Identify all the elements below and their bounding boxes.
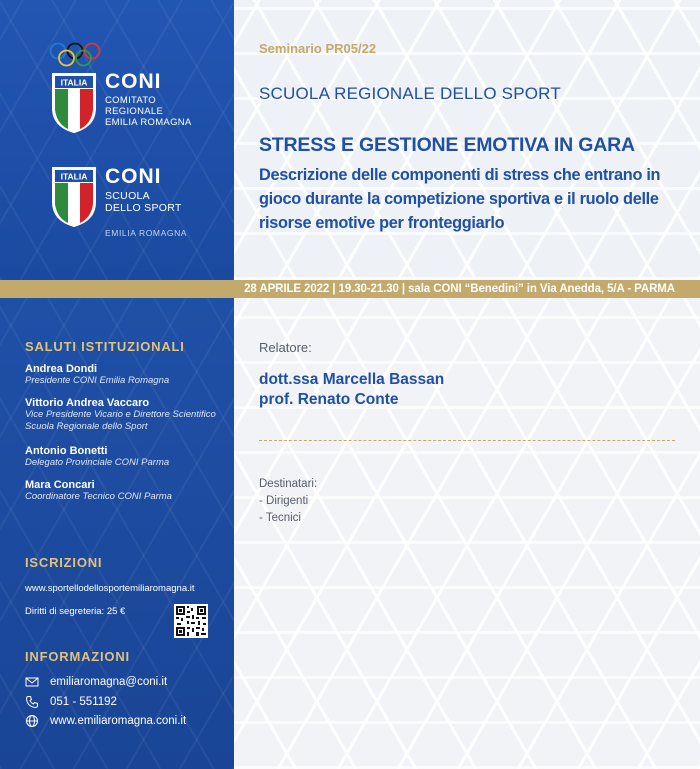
olympic-rings-logo: [49, 42, 101, 68]
web-row[interactable]: [25, 714, 186, 728]
shield-label: ITALIA: [60, 77, 88, 88]
divider: [259, 440, 675, 441]
qr-code[interactable]: [174, 604, 208, 638]
date-location-text: 28 APRILE 2022 | 19.30-21.30 | sala CONI “Benedini” in Via Anedda, 5/A - PARMA: [244, 283, 675, 295]
email-row[interactable]: [25, 675, 167, 689]
phone-row[interactable]: [25, 695, 117, 709]
left-header-panel: [0, 0, 234, 280]
person-role: Presidente CONI Emilia Romagna: [25, 375, 170, 386]
person-entry: [25, 479, 225, 503]
registration-heading: ISCRIZIONI: [25, 555, 103, 570]
right-content-panel: [234, 298, 700, 769]
person-entry: [25, 397, 225, 433]
person-name: Andrea Dondi: [25, 363, 98, 375]
audience-label: Destinatari:: [259, 478, 318, 490]
person-entry: [25, 363, 225, 387]
audience-item: - Tecnici: [259, 512, 301, 524]
phone-icon: [25, 695, 39, 709]
greetings-heading: SALUTI ISTITUZIONALI: [25, 339, 185, 354]
date-band: [0, 280, 700, 298]
globe-icon: [25, 714, 39, 728]
event-title: STRESS E GESTIONE EMOTIVA IN GARA: [259, 134, 635, 156]
coni-school-wordmark: CONI: [105, 165, 162, 188]
registration-website-link[interactable]: www.sportellodellosportemiliaromagna.it: [25, 583, 195, 594]
person-name: Antonio Bonetti: [25, 445, 108, 457]
speaker-name: prof. Renato Conte: [259, 391, 399, 408]
coni-wordmark: CONI: [105, 70, 162, 93]
speaker-name: dott.ssa Marcella Bassan: [259, 371, 445, 388]
person-role: Delegato Provinciale CONI Parma: [25, 457, 170, 468]
italia-shield-logo: [51, 72, 97, 134]
coni-committee-lines: COMITATO REGIONALE EMILIA ROMAGNA: [105, 95, 192, 128]
web-text: www.emiliaromagna.coni.it: [50, 715, 187, 727]
person-entry: [25, 445, 225, 469]
italia-shield-logo-school: [51, 166, 97, 228]
coni-school-lines: SCUOLA DELLO SPORT: [105, 190, 182, 214]
phone-text: 051 - 551192: [50, 696, 117, 708]
person-role: Vice Presidente Vicario e Direttore Scientifico Scuola Regionale dello Sport: [25, 409, 216, 432]
person-role: Coordinatore Tecnico CONI Parma: [25, 491, 172, 502]
person-name: Mara Concari: [25, 479, 95, 491]
speaker-label: Relatore:: [259, 340, 312, 355]
speaker-list: [259, 370, 444, 410]
person-name: Vittorio Andrea Vaccaro: [25, 397, 150, 409]
registration-fee: Diritti di segreteria: 25 €: [25, 606, 126, 617]
audience-block: [259, 476, 317, 527]
info-heading: INFORMAZIONI: [25, 649, 130, 664]
email-text: emiliaromagna@coni.it: [50, 676, 168, 688]
audience-item: - Dirigenti: [259, 495, 309, 507]
seminar-code: Seminario PR05/22: [259, 41, 377, 56]
shield-label-school: ITALIA: [60, 171, 88, 182]
envelope-icon: [25, 675, 39, 689]
school-name: SCUOLA REGIONALE DELLO SPORT: [259, 84, 561, 103]
coni-school-region: EMILIA ROMAGNA: [105, 228, 188, 238]
event-subtitle: Descrizione delle componenti di stress che entrano in gioco durante la competizione sportiva e il ruolo delle risorse emotive per fronteggiarlo: [259, 166, 661, 232]
